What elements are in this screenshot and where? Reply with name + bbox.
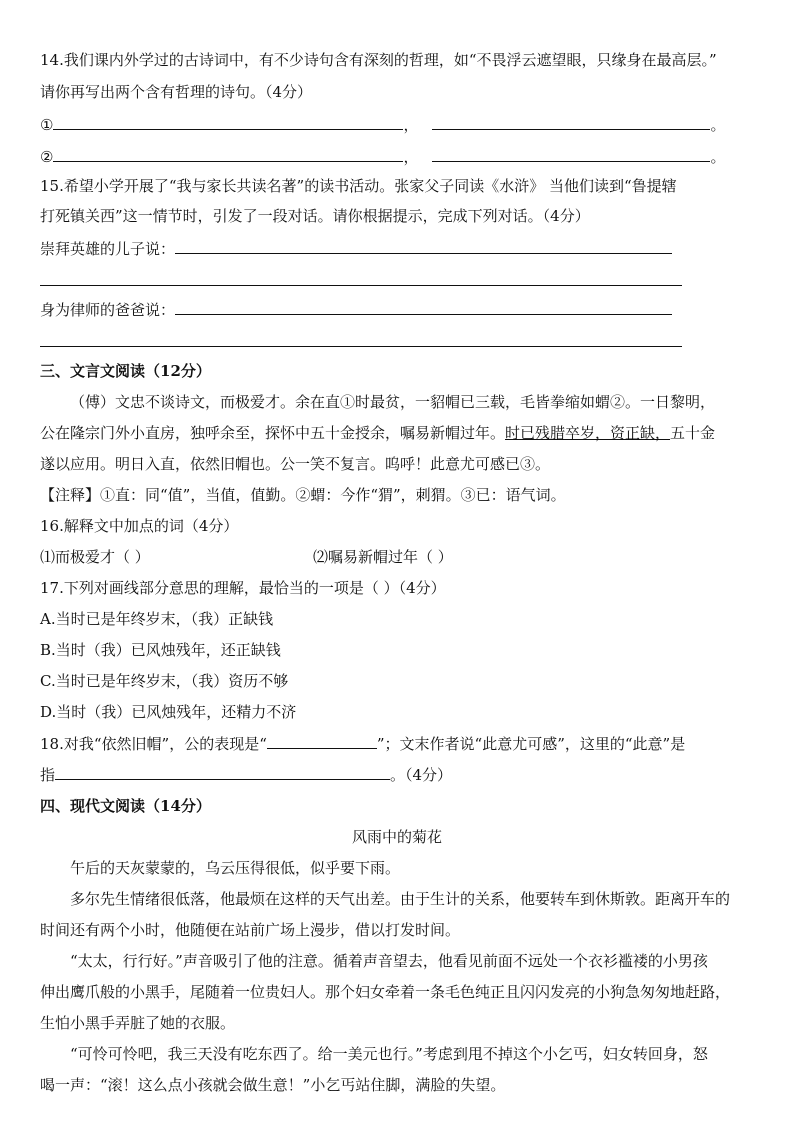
answer-blank[interactable] <box>432 114 710 130</box>
classical-text-line1: （傅）文忠不谈诗文，而极爱才。余在直①时最贫，一貂帽已三载，毛皆拳缩如蝟②。一日黎明， <box>70 393 716 411</box>
q15-line1: 15.希望小学开展了“我与家长共读名著”的读书活动。张家父子同读《水浒》 当他们读到“鲁提辖 <box>40 177 677 195</box>
story-paragraph: 喝一声：“滚！这么点小孩就会做生意！”小乞丐站住脚，满脸的失望。 <box>40 1076 506 1094</box>
annotation-note: 【注释】①直：同“值”，当值，值勤。②蝟：今作“猬”，刺猬。③已：语气词。 <box>40 486 566 504</box>
period: 。 <box>710 148 726 166</box>
story-paragraph: 生怕小黑手弄脏了她的衣服。 <box>40 1014 236 1032</box>
classical-text-line2 <box>40 423 715 443</box>
q16-item1: ⑴而极爱才（ ） <box>40 548 150 566</box>
option-a[interactable]: A.当时已是年终岁末，（我）正缺钱 <box>40 610 274 628</box>
q14-answer-row-1 <box>40 114 725 135</box>
period: 。 <box>710 116 726 134</box>
circled-two-marker: ② <box>40 148 54 166</box>
text-segment: 五十金 <box>670 424 716 442</box>
underlined-sentence: 时已残腊卒岁，资正缺， <box>505 424 671 442</box>
text-segment: 公在隆宗门外小直房，独呼余至，探怀中五十金授余，嘱易新帽过年。 <box>40 424 506 442</box>
q18-line2 <box>40 764 452 785</box>
answer-blank[interactable] <box>267 733 377 749</box>
answer-blank[interactable] <box>432 146 710 162</box>
answer-blank[interactable] <box>55 764 390 780</box>
story-paragraph: 时间还有两个小时，他随便在站前广场上漫步，借以打发时间。 <box>40 921 461 939</box>
story-title: 风雨中的菊花 <box>351 828 442 846</box>
q14-answer-row-2 <box>40 146 725 167</box>
q16-item2: ⑵嘱易新帽过年（ ） <box>313 548 453 566</box>
section4-heading: 四、现代文阅读（14分） <box>40 797 211 815</box>
story-paragraph: “太太，行行好。”声音吸引了他的注意。循着声音望去，他看见前面不远处一个衣衫褴褛的小男孩 <box>70 952 708 970</box>
text-segment: 18.对我“依然旧帽”，公的表现是“ <box>40 735 267 753</box>
option-b[interactable]: B.当时（我）已风烛残年，还正缺钱 <box>40 641 281 659</box>
comma: ， <box>403 148 419 166</box>
comma: ， <box>403 116 419 134</box>
dad-answer-blank[interactable] <box>175 299 672 315</box>
option-c[interactable]: C.当时已是年终岁末，（我）资历不够 <box>40 672 289 690</box>
dad-label: 身为律师的爸爸说： <box>40 301 176 319</box>
q14-line2: 请你再写出两个含有哲理的诗句。（4分） <box>40 83 313 101</box>
story-paragraph: 午后的天灰蒙蒙的，乌云压得很低，似乎要下雨。 <box>70 859 401 877</box>
q16-title: 16.解释文中加点的词（4分） <box>40 517 239 535</box>
q15-line2: 打死镇关西”这一情节时，引发了一段对话。请你根据提示，完成下列对话。（4分） <box>40 207 590 225</box>
story-paragraph: “可怜可怜吧，我三天没有吃东西了。给一美元也行。”考虑到甩不掉这个小乞丐，妇女转回身，怒 <box>70 1045 708 1063</box>
q18-line1 <box>40 733 685 754</box>
option-d[interactable]: D.当时（我）已风烛残年，还精力不济 <box>40 703 297 721</box>
q15-son-row <box>40 238 672 259</box>
son-answer-blank[interactable] <box>175 238 672 254</box>
text-segment: 指 <box>40 766 56 784</box>
son-label: 崇拜英雄的儿子说： <box>40 240 176 258</box>
circled-one-marker: ① <box>40 116 54 134</box>
story-paragraph: 多尔先生情绪很低落，他最烦在这样的天气出差。由于生计的关系，他要转车到休斯敦。距离开车的 <box>70 890 731 908</box>
q15-dad-row <box>40 299 672 320</box>
text-segment: ”；文末作者说“此意尤可感”，这里的“此意”是 <box>376 735 686 753</box>
answer-line[interactable] <box>40 346 682 347</box>
section3-heading: 三、文言文阅读（12分） <box>40 362 211 380</box>
answer-blank[interactable] <box>53 146 403 162</box>
q17-title: 17.下列对画线部分意思的理解，最恰当的一项是（ ）（4分） <box>40 579 446 597</box>
story-paragraph: 伸出鹰爪般的小黑手，尾随着一位贵妇人。那个妇女牵着一条毛色纯正且闪闪发亮的小狗急匆匆地赶路， <box>40 983 731 1001</box>
answer-line[interactable] <box>40 285 682 286</box>
answer-blank[interactable] <box>53 114 403 130</box>
text-segment: 。（4分） <box>390 766 453 784</box>
q14-line1: 14.我们课内外学过的古诗词中，有不少诗句含有深刻的哲理，如“不畏浮云遮望眼，只缘身在最高层。” <box>40 51 717 69</box>
classical-text-line3: 遂以应用。明日入直，依然旧帽也。公一笑不复言。呜呼！此意尤可感已③。 <box>40 455 551 473</box>
